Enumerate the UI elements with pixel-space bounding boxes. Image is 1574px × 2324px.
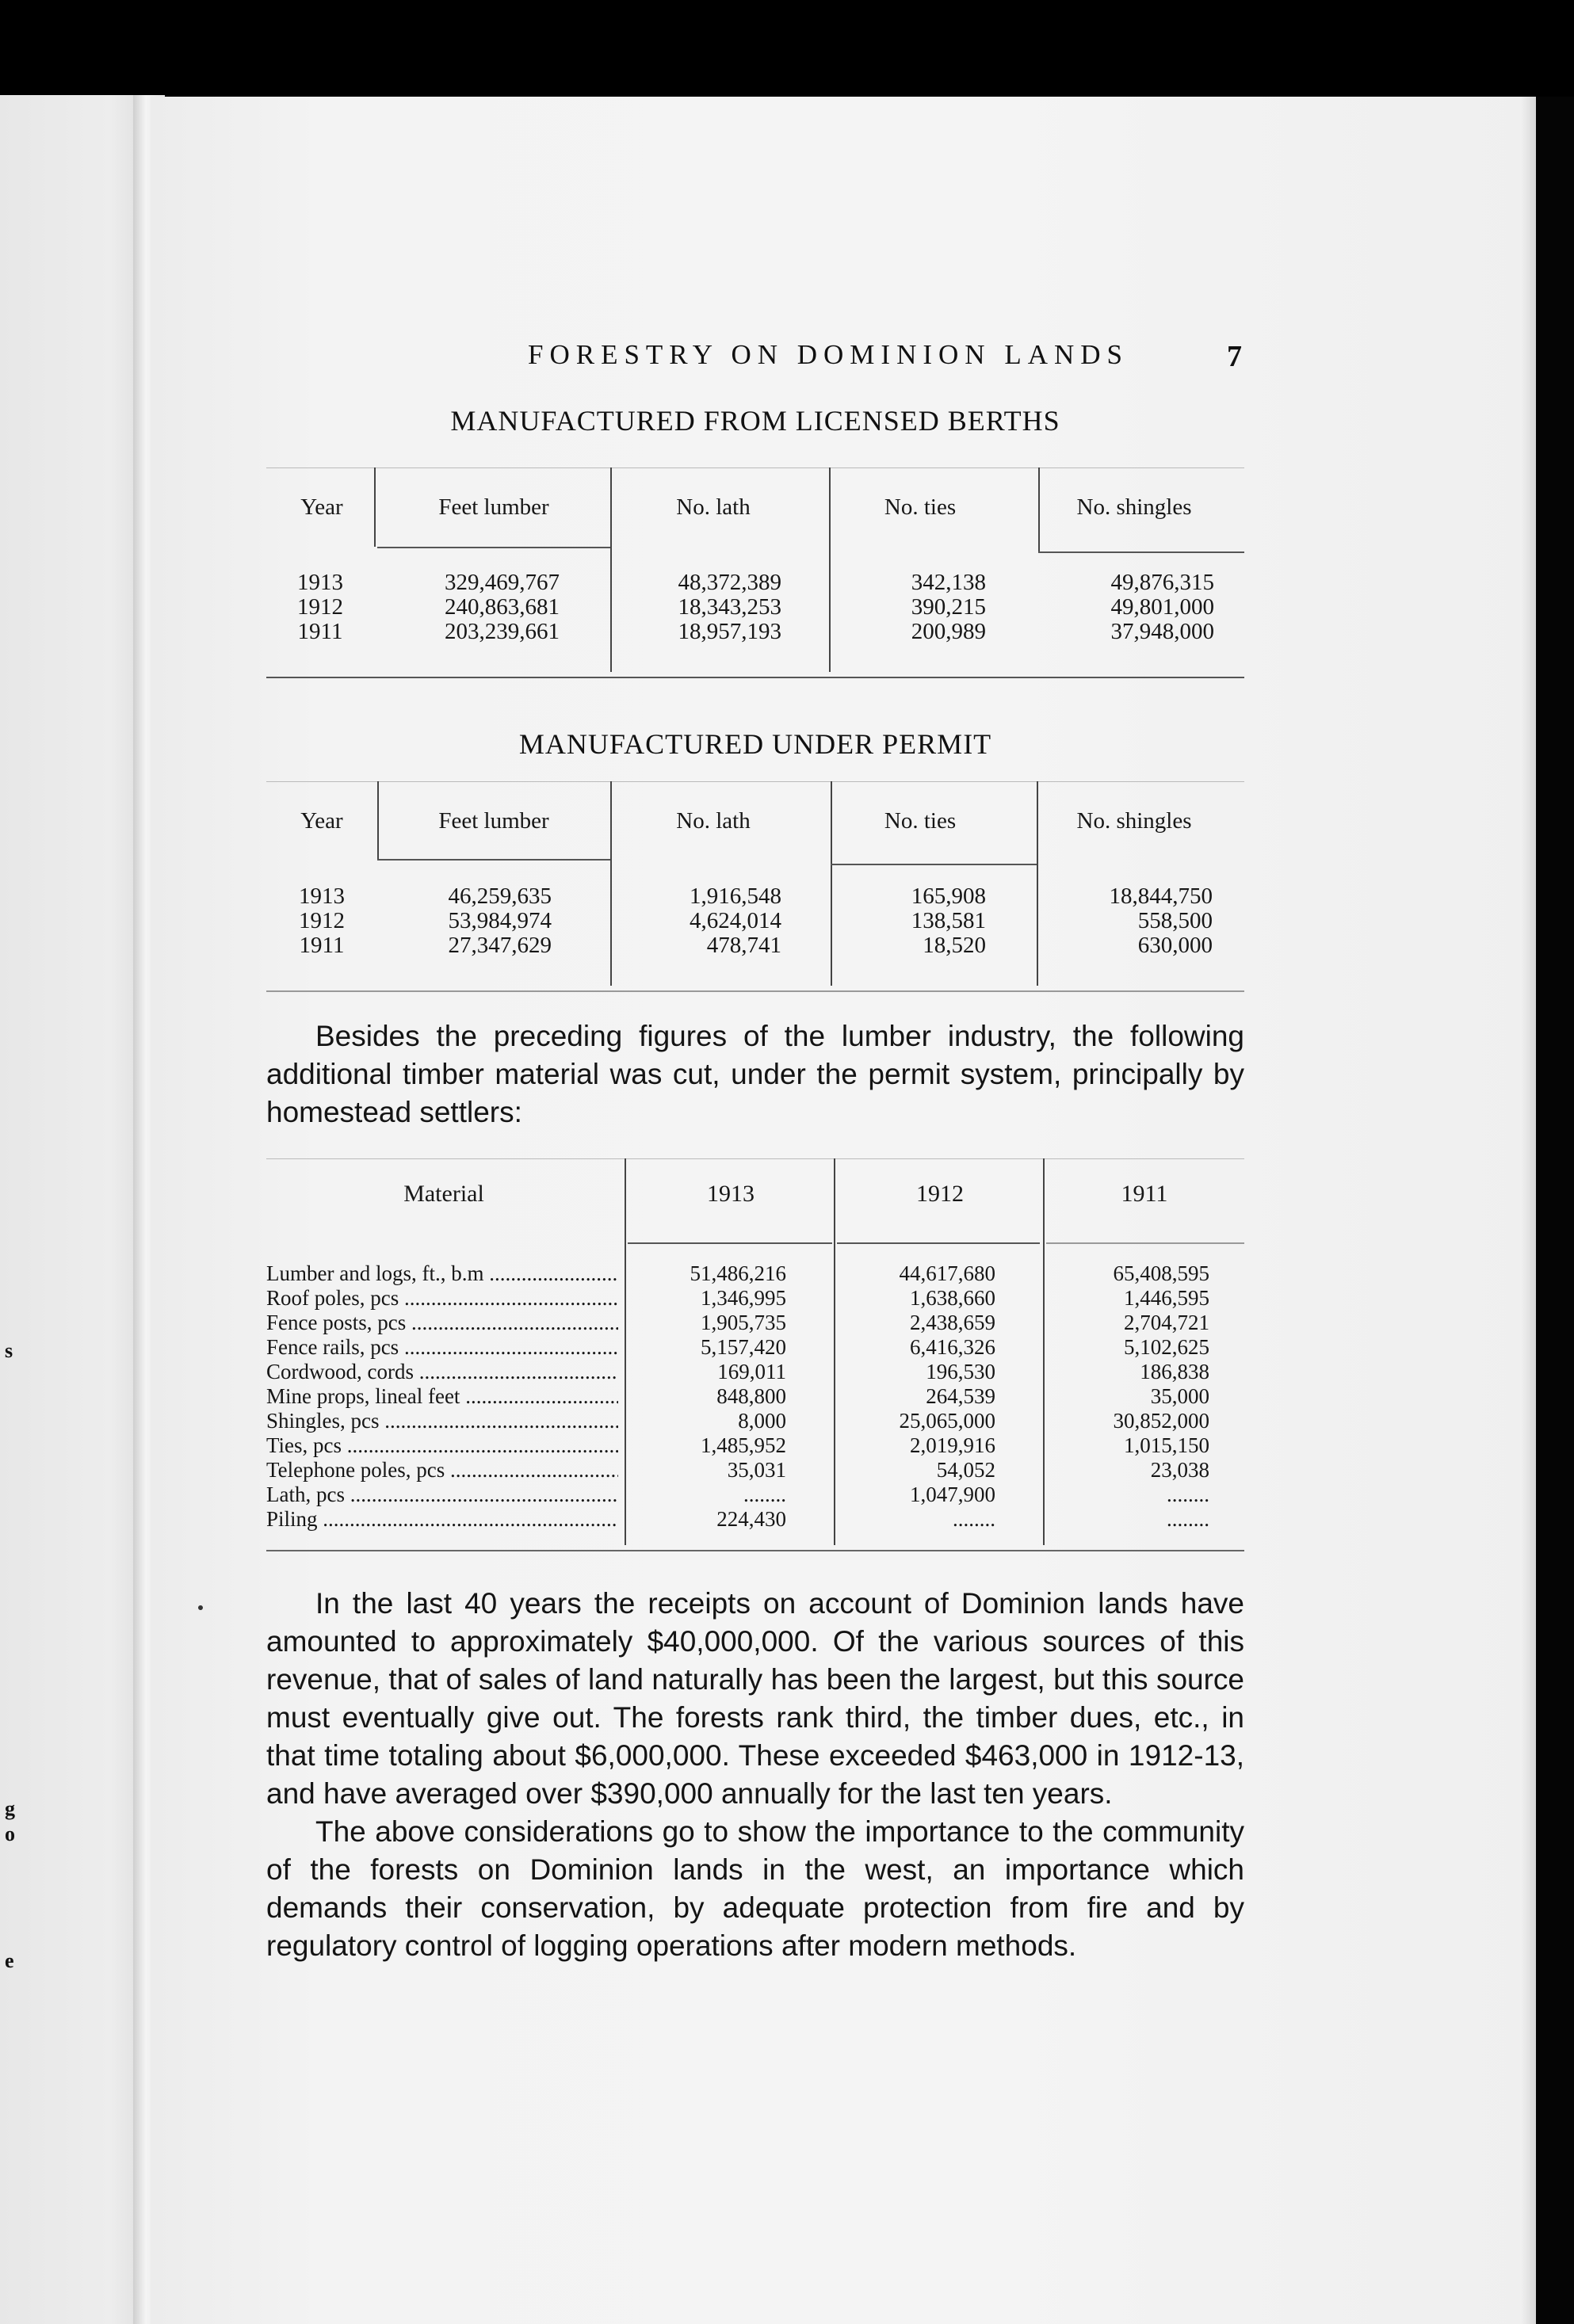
- header-rule: [1038, 551, 1244, 553]
- table-cell: 224,430: [716, 1507, 786, 1531]
- table-cell: ........: [1167, 1483, 1209, 1506]
- table-cell: 48,372,389: [678, 570, 781, 595]
- years-column: [266, 884, 377, 958]
- header-rule: [1046, 1242, 1244, 1244]
- values-1912-column: [837, 1261, 995, 1532]
- table-cell: 54,052: [936, 1458, 995, 1482]
- material-label: Telephone poles, pcs .....: [266, 1458, 618, 1483]
- years-column: [266, 571, 374, 644]
- table-cell: 46,259,635: [448, 883, 552, 909]
- scan-border: [1536, 97, 1574, 2324]
- table-cell: 848,800: [716, 1384, 786, 1408]
- col-header-ties: No. ties: [884, 494, 957, 520]
- lath-column: [610, 571, 781, 644]
- header-rule: [377, 547, 610, 548]
- shingles-column: [1037, 884, 1213, 958]
- table-cell: 196,530: [926, 1360, 995, 1383]
- table-cell: 18,520: [923, 933, 986, 958]
- page-number: 7: [1227, 340, 1242, 373]
- col-header-material: Material: [403, 1181, 484, 1207]
- table-cell: 8,000: [738, 1409, 786, 1433]
- table-cell: 478,741: [706, 933, 781, 958]
- col-header-shingles: No. shingles: [1076, 808, 1192, 834]
- table-cell: 1,446,595: [1124, 1286, 1209, 1310]
- table-bottom-rule: [266, 677, 1244, 678]
- licensed-table-title: MANUFACTURED FROM LICENSED BERTHS: [450, 405, 1060, 437]
- table-cell: 169,011: [717, 1360, 786, 1383]
- closing-paragraphs: [266, 1585, 1244, 1965]
- material-labels-column: [266, 1261, 618, 1532]
- table-cell: 1912: [299, 908, 345, 933]
- table-cell: 1912: [297, 594, 343, 620]
- table-cell: 558,500: [1137, 908, 1213, 933]
- material-label: Lath, pcs .....: [266, 1483, 618, 1507]
- material-label: Fence posts, pcs .....: [266, 1311, 618, 1335]
- ties-column: [829, 571, 986, 644]
- header-rule: [831, 864, 1037, 865]
- table-cell: 18,343,253: [678, 594, 781, 620]
- col-header-lath: No. lath: [676, 808, 751, 834]
- col-header-feet-lumber: Feet lumber: [438, 494, 549, 520]
- col-header-year: Year: [300, 494, 343, 520]
- table-cell: 200,989: [911, 619, 986, 644]
- table-rule: [266, 1158, 1244, 1159]
- table-cell: 1,485,952: [701, 1433, 786, 1457]
- column-rule: [625, 1158, 626, 1545]
- material-label: Fence rails, pcs .....: [266, 1335, 618, 1360]
- table-cell: 1,916,548: [690, 883, 781, 909]
- table-cell: 1,346,995: [701, 1286, 786, 1310]
- table-cell: 5,102,625: [1124, 1335, 1209, 1359]
- material-label: Ties, pcs .....: [266, 1433, 618, 1458]
- table-cell: 329,469,767: [445, 570, 560, 595]
- table-cell: 342,138: [911, 570, 986, 595]
- col-header-lath: No. lath: [676, 494, 751, 520]
- table-cell: 1913: [297, 570, 343, 595]
- table-cell: 240,863,681: [445, 594, 560, 620]
- col-header-year: Year: [300, 808, 343, 834]
- paragraph-text: Besides the preceding figures of the lumber industry, the following additional timber material was cut, under the permit system, principally by homestead settlers:: [266, 1020, 1244, 1128]
- table-cell: 35,000: [1150, 1384, 1209, 1408]
- ties-column: [831, 884, 986, 958]
- permit-table: [266, 781, 1244, 995]
- table-bottom-rule: [266, 990, 1244, 992]
- values-1911-column: [1046, 1261, 1209, 1532]
- table-cell: 25,065,000: [899, 1409, 995, 1433]
- table-cell: 5,157,420: [701, 1335, 786, 1359]
- table-bottom-rule: [266, 1550, 1244, 1551]
- material-label: Mine props, lineal feet .....: [266, 1384, 618, 1409]
- table-cell: 264,539: [926, 1384, 995, 1408]
- material-label: Cordwood, cords .....: [266, 1360, 618, 1384]
- header-rule: [628, 1242, 832, 1244]
- licensed-table: [266, 467, 1244, 681]
- table-cell: 53,984,974: [448, 908, 552, 933]
- table-cell: 203,239,661: [445, 619, 560, 644]
- table-cell: ........: [1167, 1507, 1209, 1531]
- table-cell: 49,801,000: [1110, 594, 1214, 620]
- column-rule: [834, 1158, 835, 1545]
- table-cell: 4,624,014: [690, 908, 781, 933]
- table-cell: 1,047,900: [910, 1483, 995, 1506]
- material-label: Roof poles, pcs .....: [266, 1286, 618, 1311]
- table-cell: 35,031: [727, 1458, 786, 1482]
- table-cell: 630,000: [1137, 933, 1213, 958]
- page-edge-shadow: [1520, 97, 1536, 2324]
- col-header-shingles: No. shingles: [1076, 494, 1192, 520]
- table-cell: 1,905,735: [701, 1311, 786, 1334]
- column-rule: [1038, 467, 1040, 551]
- table-cell: 44,617,680: [899, 1261, 995, 1285]
- table-cell: 27,347,629: [448, 933, 552, 958]
- material-label: Shingles, pcs .....: [266, 1409, 618, 1433]
- table-cell: 1911: [297, 619, 343, 644]
- col-header-ties: No. ties: [884, 808, 957, 834]
- header-rule: [837, 1242, 1040, 1244]
- prev-page-mark: s: [5, 1339, 13, 1362]
- table-cell: 186,838: [1140, 1360, 1209, 1383]
- table-cell: 6,416,326: [910, 1335, 995, 1359]
- column-rule: [1043, 1158, 1045, 1545]
- table-cell: 18,957,193: [678, 619, 781, 644]
- prev-page-mark: g: [5, 1797, 15, 1820]
- material-label: Piling .....: [266, 1507, 618, 1532]
- table-cell: 2,438,659: [910, 1311, 995, 1334]
- shingles-column: [1038, 571, 1214, 644]
- table-cell: 1911: [299, 933, 345, 958]
- lath-column: [610, 884, 781, 958]
- table-cell: 23,038: [1150, 1458, 1209, 1482]
- table-cell: 2,704,721: [1124, 1311, 1209, 1334]
- col-header-feet-lumber: Feet lumber: [438, 808, 549, 834]
- table-cell: 1,015,150: [1124, 1433, 1209, 1457]
- table-cell: ........: [953, 1507, 995, 1531]
- table-cell: 65,408,595: [1113, 1261, 1209, 1285]
- table-header: [266, 781, 1244, 868]
- table-cell: 30,852,000: [1113, 1409, 1209, 1433]
- table-cell: ........: [743, 1483, 786, 1506]
- values-1913-column: [628, 1261, 786, 1532]
- feet-lumber-column: [377, 571, 560, 644]
- table-cell: 1913: [299, 883, 345, 909]
- table-cell: 1,638,660: [910, 1286, 995, 1310]
- table-header: [266, 467, 1244, 555]
- material-table: [266, 1158, 1244, 1555]
- table-cell: 49,876,315: [1110, 570, 1214, 595]
- importance-paragraph: The above considerations go to show the importance to the community of the forests on Dominion lands in the west, an importance which demands their conservation, by adequate protection from fire and by regulatory control of logging operations after modern methods.: [266, 1815, 1244, 1962]
- column-rule: [377, 781, 379, 859]
- col-header-1913: 1913: [707, 1181, 755, 1207]
- prev-page-mark: o: [5, 1822, 15, 1845]
- table-cell: 2,019,916: [910, 1433, 995, 1457]
- running-head: FORESTRY ON DOMINION LANDS: [528, 339, 1129, 370]
- margin-speck: [198, 1605, 203, 1610]
- table-cell: 18,844,750: [1109, 883, 1213, 909]
- receipts-paragraph: In the last 40 years the receipts on account of Dominion lands have amounted to approximately $40,000,000. Of the various sources of this revenue, that of sales of land naturally has been the largest, but this source must eventually give out. The forests rank third, the timber dues, etc., in that time totaling about $6,000,000. These exceeded $463,000 in 1912-13, and have averaged over $390,000 annually for the last ten years.: [266, 1587, 1244, 1810]
- table-cell: 390,215: [911, 594, 986, 620]
- table-cell: 165,908: [911, 883, 986, 909]
- permit-table-title: MANUFACTURED UNDER PERMIT: [518, 728, 992, 760]
- material-label: Lumber and logs, ft., b.m .....: [266, 1261, 618, 1286]
- col-header-1912: 1912: [916, 1181, 964, 1207]
- table-cell: 37,948,000: [1110, 619, 1214, 644]
- feet-lumber-column: [377, 884, 552, 958]
- column-rule: [374, 467, 376, 547]
- table-cell: 138,581: [911, 908, 986, 933]
- col-header-1911: 1911: [1121, 1181, 1168, 1207]
- intro-paragraph: [266, 1017, 1244, 1131]
- header-rule: [377, 859, 610, 861]
- prev-page-mark: e: [5, 1949, 14, 1972]
- table-cell: 51,486,216: [690, 1261, 786, 1285]
